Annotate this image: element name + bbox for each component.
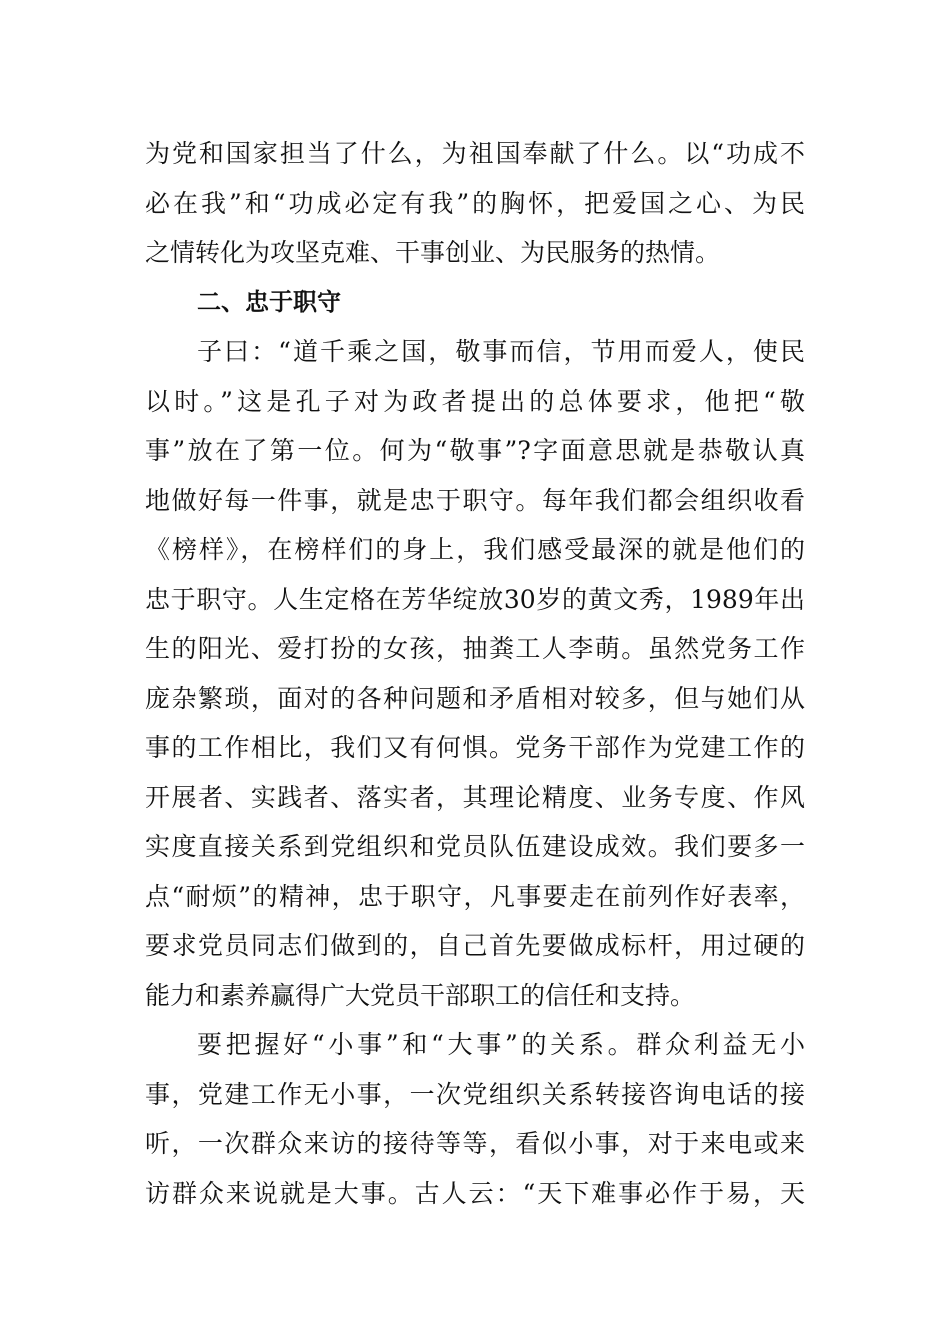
paragraph-line: 实度直接关系到党组织和党员队伍建设成效。我们要多一 xyxy=(145,832,805,861)
paragraph-3 xyxy=(145,1020,805,1218)
paragraph-line: 生的阳光、爱打扮的女孩，抽粪工人李萌。虽然党务工作 xyxy=(145,634,805,663)
paragraph-line: 要把握好“小事”和“大事”的关系。群众利益无小 xyxy=(197,1030,805,1059)
paragraph-line: 事”放在了第一位。何为“敬事”?字面意思就是恭敬认真 xyxy=(145,436,805,465)
paragraph-line: 地做好每一件事，就是忠于职守。每年我们都会组织收看 xyxy=(145,485,805,515)
paragraph-line: 点“耐烦”的精神，忠于职守，凡事要走在前列作好表率， xyxy=(145,881,805,911)
section-heading: 二、忠于职守 xyxy=(197,287,341,316)
paragraph-line: 听，一次群众来访的接待等等，看似小事，对于来电或来 xyxy=(145,1129,805,1158)
paragraph-line: 开展者、实践者、落实者，其理论精度、业务专度、作风 xyxy=(145,782,805,812)
paragraph-1 xyxy=(145,129,805,278)
paragraph-line: 能力和素养赢得广大党员干部职工的信任和支持。 xyxy=(145,980,696,1010)
paragraph-line: 访群众来说就是大事。古人云：“天下难事必作于易，天 xyxy=(145,1178,805,1208)
paragraph-2 xyxy=(145,327,805,1020)
paragraph-line: 《榜样》，在榜样们的身上，我们感受最深的就是他们的 xyxy=(145,535,805,564)
paragraph-line: 庞杂繁琐，面对的各种问题和矛盾相对较多，但与她们从 xyxy=(145,683,805,713)
paragraph-line: 忠于职守。人生定格在芳华绽放30岁的黄文秀，1989年出 xyxy=(145,584,805,614)
paragraph-line: 事的工作相比，我们又有何惧。党务干部作为党建工作的 xyxy=(145,733,805,762)
paragraph-line: 子曰：“道千乘之国，敬事而信，节用而爱人，使民 xyxy=(197,337,805,366)
document-body xyxy=(145,129,805,1218)
paragraph-line: 之情转化为攻坚克难、干事创业、为民服务的热情。 xyxy=(145,238,721,267)
paragraph-line: 事，党建工作无小事，一次党组织关系转接咨询电话的接 xyxy=(145,1079,805,1109)
paragraph-line: 必在我”和“功成必定有我”的胸怀，把爱国之心、为民 xyxy=(145,188,805,218)
paragraph-line: 要求党员同志们做到的，自己首先要做成标杆，用过硬的 xyxy=(145,931,805,960)
paragraph-line: 以时。”这是孔子对为政者提出的总体要求，他把“敬 xyxy=(145,386,805,416)
paragraph-line: 为党和国家担当了什么，为祖国奉献了什么。以“功成不 xyxy=(145,139,805,168)
